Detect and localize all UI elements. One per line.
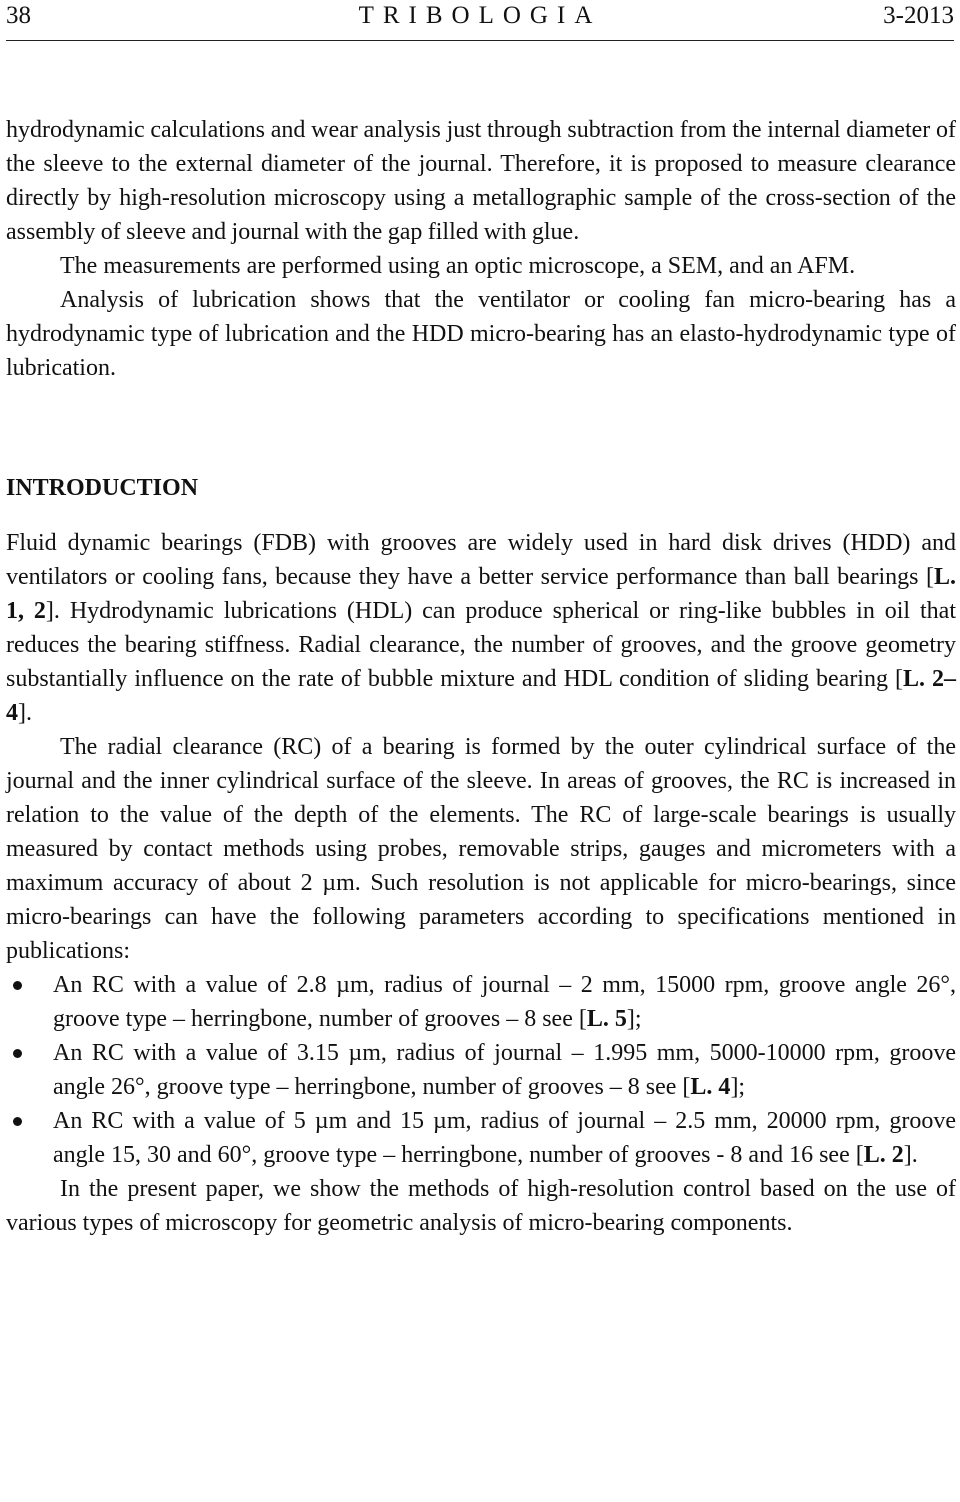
section-heading-introduction: INTRODUCTION	[6, 475, 199, 501]
page-body	[6, 113, 956, 1240]
issue-number: 3-2013	[883, 2, 954, 29]
bullet-icon	[13, 981, 22, 990]
list-item: An RC with a value of 2.8 µm, radius of journal – 2 mm, 15000 rpm, groove angle 26°, groove type – herringbone, number of grooves – 8 see [L. 5];	[6, 968, 956, 1036]
reference-citation: L. 2–4	[6, 666, 956, 726]
intro-paragraph-2: The radial clearance (RC) of a bearing is formed by the outer cylindrical surface of the journal and the inner cylindrical surface of the sleeve. In areas of grooves, the RC is increased in relation to the value of the depth of the elements. The RC of large-scale bearings is usually measured by contact methods using probes, removable strips, gauges and micrometers with a maximum accuracy of about 2 µm. Such resolution is not applicable for micro-bearings, since micro-bearings can have the following parameters according to specifications mentioned in publications:	[6, 734, 956, 964]
list-item: An RC with a value of 5 µm and 15 µm, radius of journal – 2.5 mm, 20000 rpm, groove angle 15, 30 and 60°, groove type – herringbone, number of grooves - 8 and 16 see [L. 2].	[6, 1104, 956, 1172]
abstract-paragraph-3: Analysis of lubrication shows that the ventilator or cooling fan micro-bearing has a hydrodynamic type of lubrication and the HDD micro-bearing has an elasto-hydrodynamic type of lubrication.	[6, 287, 956, 381]
list-item: An RC with a value of 3.15 µm, radius of journal – 1.995 mm, 5000-10000 rpm, groove angle 26°, groove type – herringbone, number of grooves – 8 see [L. 4];	[6, 1036, 956, 1104]
reference-citation: L. 5	[586, 1006, 627, 1032]
intro-paragraph-3: In the present paper, we show the methods of high-resolution control based on the use of various types of microscopy for geometric analysis of micro-bearing components.	[6, 1176, 956, 1236]
reference-citation: L. 1, 2	[6, 564, 956, 624]
reference-citation: L. 4	[690, 1074, 731, 1100]
running-header	[6, 0, 954, 41]
page-number: 38	[6, 2, 31, 29]
journal-title: TRIBOLOGIA	[358, 2, 602, 29]
bullet-icon	[13, 1117, 22, 1126]
intro-paragraph-1: Fluid dynamic bearings (FDB) with grooves are widely used in hard disk drives (HDD) and ventilators or cooling fans, because they have a better service performance than ball bearings [L. 1, 2]. Hydrodynamic lubrications (HDL) can produce spherical or ring-like bubbles in oil that reduces the bearing stiffness. Radial clearance, the number of grooves, and the groove geometry substantially influence on the rate of bubble mixture and HDL condition of sliding bearing [L. 2–4].	[6, 530, 956, 726]
bullet-icon	[13, 1049, 22, 1058]
reference-citation: L. 2	[863, 1142, 904, 1168]
parameter-list	[6, 968, 956, 1172]
abstract-paragraph-1: hydrodynamic calculations and wear analysis just through subtraction from the internal diameter of the sleeve to the external diameter of the journal. Therefore, it is proposed to measure clearance directly by high-resolution microscopy using a metallographic sample of the cross-section of the assembly of sleeve and journal with the gap filled with glue.	[6, 117, 956, 245]
abstract-paragraph-2: The measurements are performed using an optic microscope, a SEM, and an AFM.	[60, 253, 856, 279]
